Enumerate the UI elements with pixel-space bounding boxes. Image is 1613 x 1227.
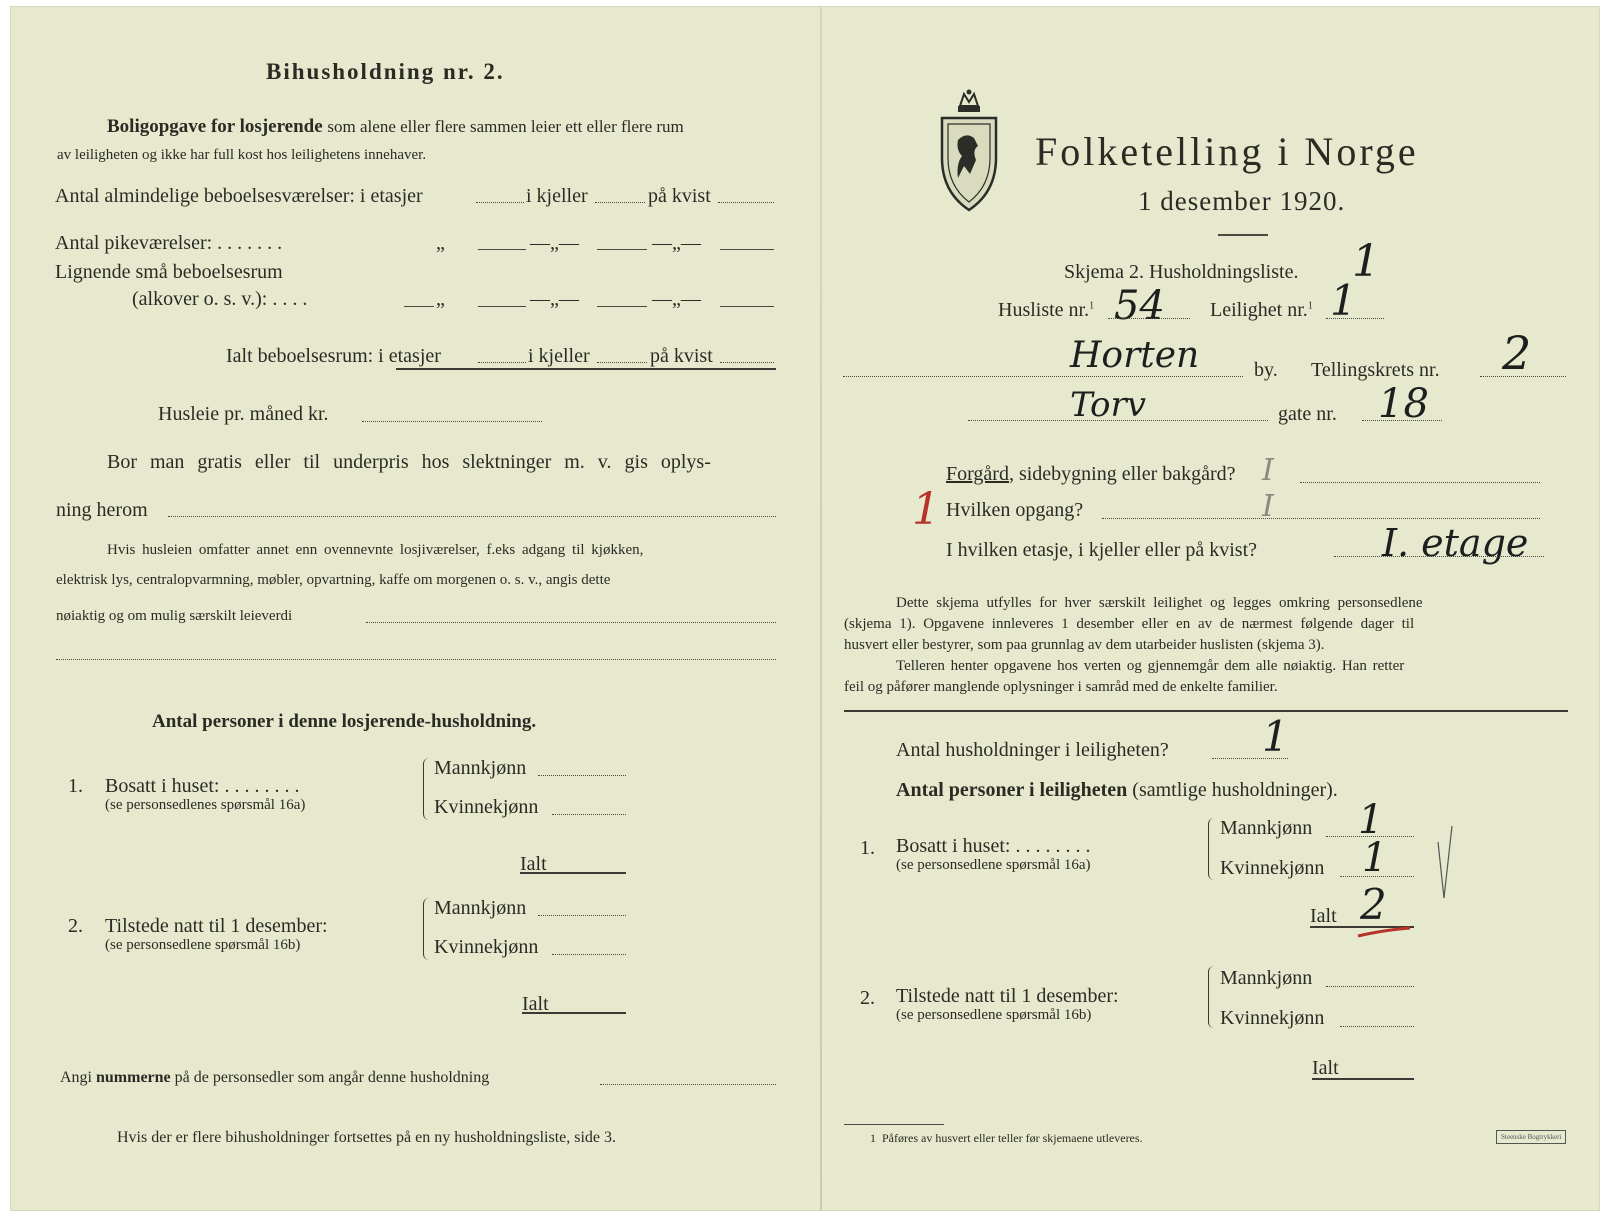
angi-field[interactable] — [600, 1084, 776, 1085]
opgang-field[interactable] — [1102, 518, 1540, 519]
husleie-field[interactable] — [362, 421, 542, 422]
right-q2-mann-label: Mannkjønn — [1220, 967, 1313, 989]
antal-alm-kvist-field[interactable] — [718, 202, 774, 203]
right-q2-mann-field[interactable] — [1326, 986, 1414, 987]
opgang-hw[interactable]: I — [1262, 489, 1274, 524]
bor-gratis-line: Bor man gratis eller til underpris hos slektninger m. v. gis oplys- — [107, 451, 711, 473]
left-q2-kvinne-field[interactable] — [552, 954, 626, 955]
instructions-line-4: Telleren henter opgavene hos verten og gjennemgår dem alle nøiaktig. Han retter — [896, 658, 1405, 674]
lignende-label-2: (alkover o. s. v.): . . . . — [132, 288, 308, 310]
norway-coat-of-arms-icon — [936, 88, 1002, 214]
right-q1-label: Bosatt i huset: . . . . . . . . — [896, 835, 1091, 857]
right-q2-ialt-label: Ialt — [1312, 1057, 1339, 1079]
right-q2-kvinne-field[interactable] — [1340, 1026, 1414, 1027]
husleie-label: Husleie pr. måned kr. — [158, 403, 329, 425]
left-q1-mann-field[interactable] — [538, 775, 626, 776]
lignende-etasjer-field[interactable] — [478, 306, 526, 307]
hvis-line-2: elektrisk lys, centralopvarmning, møbler, opvartning, kaffe om morgenen o. s. v., angis dette — [56, 572, 611, 588]
right-q1-kvinne-field[interactable] — [1340, 876, 1414, 877]
instructions-line-2: (skjema 1). Opgavene innleveres 1 desember eller en av de nærmest følgende dager til — [844, 616, 1415, 632]
antal-alm-kjeller-field[interactable] — [595, 202, 645, 203]
etasje-field[interactable] — [1334, 556, 1544, 557]
left-q1-ialt-field[interactable] — [520, 872, 626, 874]
by-hw[interactable]: Horten — [1070, 335, 1200, 376]
right-q2-kvinne-label: Kvinnekjønn — [1220, 1007, 1325, 1029]
right-q2-label: Tilstede natt til 1 desember: — [896, 985, 1119, 1007]
gate-field[interactable] — [968, 420, 1268, 421]
left-q2-sub: (se personsedlene spørsmål 16b) — [105, 937, 301, 953]
lignende-ditto-2: —„— — [530, 288, 579, 310]
census-date: 1 desember 1920. — [1138, 186, 1346, 216]
left-q2-label: Tilstede natt til 1 desember: — [105, 915, 328, 937]
tellingskrets-label: Tellingskrets nr. — [1311, 359, 1440, 381]
antal-alm-kjeller-label: i kjeller — [526, 185, 588, 207]
printer-stamp: Steenske Bogtrykkeri — [1496, 1130, 1566, 1144]
pike-label: Antal pikeværelser: . . . . . . . — [55, 232, 283, 254]
right-q1-mann-hw[interactable]: 1 — [1358, 797, 1384, 843]
antal-alm-etasjer-field[interactable] — [476, 202, 524, 203]
right-q2-sub: (se personsedlene spørsmål 16b) — [896, 1007, 1092, 1023]
intro-line-2: av leiligheten og ikke har full kost hos leilighetens innehaver. — [57, 147, 427, 163]
lignende-kjeller-field[interactable] — [597, 306, 647, 307]
left-title: Bihusholdning nr. 2. — [266, 59, 505, 84]
right-q1-kvinne-hw[interactable]: 1 — [1362, 835, 1388, 881]
red-checkmark-icon — [1354, 924, 1414, 942]
left-q2-mann-label: Mannkjønn — [434, 897, 527, 919]
ialt-rum-kjeller-field[interactable] — [597, 362, 647, 363]
angi-line: Angi nummerne på de personsedler som angår denne husholdning — [60, 1069, 490, 1086]
husliste-hw[interactable]: 54 — [1114, 283, 1165, 329]
instructions-line-1: Dette skjema utfylles for hver særskilt leilighet og legges omkring personsedlene — [896, 595, 1423, 611]
left-footer: Hvis der er flere bihusholdninger fortsettes på en ny husholdningsliste, side 3. — [117, 1129, 617, 1146]
ialt-rum-label: Ialt beboelsesrum: i etasjer — [226, 345, 441, 367]
instructions-line-5: feil og påfører manglende oplysninger i samråd med de enkelte familier. — [844, 679, 1278, 695]
gate-hw[interactable]: Torv — [1070, 385, 1146, 425]
page-fold — [820, 6, 822, 1211]
left-q2-ialt-field[interactable] — [522, 1012, 626, 1014]
leilighet-field[interactable] — [1326, 318, 1384, 319]
right-q1-ialt-label: Ialt — [1310, 905, 1337, 927]
skjema-label: Skjema 2. Husholdningsliste. — [1064, 261, 1299, 283]
intro-line-1: Boligopgave for losjerende som alene eller flere sammen leier ett eller flere rum — [107, 116, 684, 137]
leilighet-hw[interactable]: 1 — [1330, 276, 1357, 325]
leieverdi-field[interactable] — [366, 622, 776, 623]
right-q2-ialt-field[interactable] — [1312, 1078, 1414, 1080]
left-q2-ialt-label: Ialt — [522, 993, 549, 1015]
instructions-rule — [844, 710, 1568, 712]
by-label: by. — [1254, 359, 1278, 381]
gate-nr-field[interactable] — [1362, 420, 1442, 421]
lignende-ditto-3: —„— — [652, 288, 701, 310]
right-q1-ialt-hw[interactable]: 2 — [1360, 880, 1387, 929]
ialt-rum-underline — [396, 368, 776, 370]
ialt-rum-kvist-field[interactable] — [720, 362, 774, 363]
ning-herom-field[interactable] — [168, 516, 776, 517]
husliste-field[interactable] — [1108, 318, 1190, 319]
hvis-line-3: nøiaktig og om mulig særskilt leieverdi — [56, 608, 293, 624]
right-q1-num: 1. — [860, 837, 875, 859]
by-field[interactable] — [843, 376, 1243, 377]
footnote: 1 Påføres av husvert eller teller før skjemaene utleveres. — [870, 1131, 1143, 1145]
right-q1-kvinne-label: Kvinnekjønn — [1220, 857, 1325, 879]
pike-kjeller-field[interactable] — [597, 249, 647, 250]
tellingskrets-field[interactable] — [1480, 376, 1566, 377]
left-q2-num: 2. — [68, 915, 83, 937]
lignende-ditto-1: „ — [436, 288, 445, 310]
antal-personer-heading: Antal personer i denne losjerende-husholdning. — [152, 711, 537, 732]
pike-kvist-field[interactable] — [720, 249, 774, 250]
forgard-question: Forgård, sidebygning eller bakgård? — [946, 463, 1236, 485]
husliste-label: Husliste nr.$^1$ — [998, 299, 1095, 321]
right-q2-brace — [1208, 966, 1215, 1028]
ning-herom-label: ning herom — [56, 499, 148, 521]
margin-red-mark: 1 — [912, 484, 940, 535]
left-q1-num: 1. — [68, 775, 83, 797]
antal-hush-field[interactable] — [1212, 758, 1288, 759]
left-q2-kvinne-label: Kvinnekjønn — [434, 936, 539, 958]
pike-ditto-1: „ — [436, 232, 445, 254]
left-q1-brace — [423, 758, 430, 820]
pike-etasjer-field[interactable] — [478, 249, 526, 250]
tick-mark-icon — [1434, 822, 1456, 902]
etasje-hw[interactable]: I. etage — [1382, 521, 1529, 565]
antal-alm-kvist-label: på kvist — [648, 185, 711, 207]
footnote-rule — [844, 1124, 944, 1125]
pike-ditto-3: —„— — [652, 232, 701, 254]
tellingskrets-hw[interactable]: 2 — [1502, 326, 1532, 380]
pike-ditto-2: —„— — [530, 232, 579, 254]
left-q1-kvinne-label: Kvinnekjønn — [434, 796, 539, 818]
lignende-kvist-field[interactable] — [720, 306, 774, 307]
right-q1-brace — [1208, 818, 1215, 880]
lignende-pre-field[interactable] — [404, 306, 434, 307]
antal-hush-question: Antal husholdninger i leiligheten? — [896, 739, 1169, 761]
title-rule — [1218, 234, 1268, 236]
gate-label: gate nr. — [1278, 403, 1337, 425]
left-q1-sub: (se personsedlenes spørsmål 16a) — [105, 797, 306, 813]
ialt-rum-etasjer-field[interactable] — [478, 362, 526, 363]
left-q2-brace — [423, 898, 430, 960]
gate-nr-hw[interactable]: 18 — [1378, 381, 1429, 427]
antal-pers-heading: Antal personer i leiligheten (samtlige husholdninger). — [896, 779, 1338, 801]
skjema-hw[interactable]: 1 — [1352, 236, 1380, 287]
lignende-label-1: Lignende små beboelsesrum — [55, 261, 283, 283]
hvis-line-1: Hvis husleien omfatter annet enn ovennevnte losjiværelser, f.eks adgang til kjøkken, — [107, 542, 644, 558]
forgard-field[interactable] — [1300, 482, 1540, 483]
right-q1-sub: (se personsedlene spørsmål 16a) — [896, 857, 1091, 873]
ialt-rum-kjeller-label: i kjeller — [528, 345, 590, 367]
instructions-line-3: husvert eller bestyrer, som paa grunnlag av dem utarbeider huslisten (skjema 3). — [844, 637, 1325, 653]
forgard-hw[interactable]: I — [1262, 453, 1274, 488]
left-q2-mann-field[interactable] — [538, 915, 626, 916]
right-title: Folketelling i Norge — [1035, 129, 1419, 174]
left-q1-mann-label: Mannkjønn — [434, 757, 527, 779]
leieverdi-field-2[interactable] — [56, 659, 776, 660]
ialt-rum-kvist-label: på kvist — [650, 345, 713, 367]
left-q1-kvinne-field[interactable] — [552, 814, 626, 815]
opgang-question: Hvilken opgang? — [946, 499, 1084, 521]
antal-alm-label: Antal almindelige beboelsesværelser: i etasjer — [55, 185, 423, 207]
right-q1-mann-label: Mannkjønn — [1220, 817, 1313, 839]
antal-hush-hw[interactable]: 1 — [1262, 712, 1289, 761]
left-q1-label: Bosatt i huset: . . . . . . . . — [105, 775, 300, 797]
leilighet-label: Leilighet nr.$^1$ — [1210, 299, 1313, 321]
etasje-question: I hvilken etasje, i kjeller eller på kvist? — [946, 539, 1257, 561]
right-q2-num: 2. — [860, 987, 875, 1009]
left-q1-ialt-label: Ialt — [520, 853, 547, 875]
